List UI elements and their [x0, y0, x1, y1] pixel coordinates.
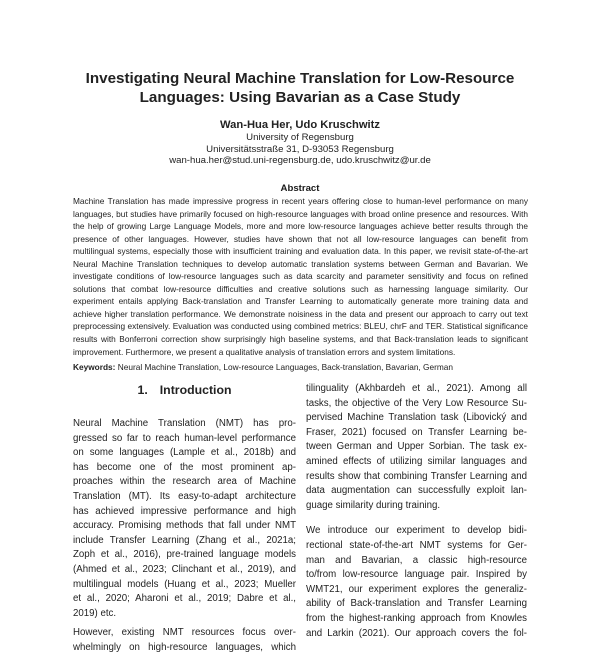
text-line: has achieved impressive performance and high [73, 505, 296, 517]
text-line: rectional state-of-the-art NMT systems for Ger- [306, 539, 527, 551]
text-line: multilingual models (Huang et al., 2023; Mueller [73, 578, 296, 590]
text-line: Fraser, 2021) focused on Transfer Learning be- [306, 426, 527, 438]
abstract-text: Machine Translation has made impressive progress in recent years offering close to human-level performance on many languages, but studies have primarily focused on high-resource languages with broad online presence and resources. With the help of growing Large Language Models, more and more low-resource languages achieve better results through the presence of other languages. However, studies have shown that not all low-resource languages can benefit from multilingual systems, especially those with insufficient training and evaluation data. In this paper, we revisit state-of-the-art Neural Machine Translation techniques to develop automatic translation systems between German and Bavarian. We investigate conditions of low-resource languages such as data scarcity and parameter sensitivity and focus on refined solutions that combat low-resource difficulties and creative solutions such as harnessing language similarity. Our experiment entails applying Back-translation and Transfer Learning to automatically generate more training data and achieve higher translation performance. We demonstrate noisiness in the data and present our approach to carry out text preprocessing extensively. Evaluation was conducted using combined metrics: BLEU, chrF and TER. Statistical significance results with Bonferroni correction show surprisingly high baseline systems, and that Back-translation leads to significant improvement. Furthermore, we present a qualitative analysis of translation errors and system limitations. [73, 196, 528, 357]
intro-paragraph-3 [306, 382, 527, 513]
text-line: However, existing NMT resources focus over- [73, 627, 296, 639]
intro-paragraph-4 [306, 524, 527, 641]
intro-paragraph-2 [73, 626, 296, 655]
text-line: (Ahmed et al., 2023; Clinchant et al., 2019), and [73, 563, 296, 575]
left-column [73, 382, 296, 661]
section-number: 1. [137, 383, 148, 397]
text-line: has become one of the most prominent ap- [73, 461, 296, 473]
keywords-line [73, 361, 528, 373]
text-line: results show that combining Transfer Learning and [306, 470, 527, 482]
text-line: whelmingly on high-resource languages, which [73, 641, 296, 653]
intro-paragraph-1 [73, 417, 296, 621]
text-line: ability of Back-translation and Transfer Learning [306, 598, 527, 610]
text-line: man and Bavarian, a classic high-resource [306, 554, 527, 566]
address: Universitätsstraße 31, D-93053 Regensburg [206, 143, 394, 155]
text-line: include Transfer Learning (Zhang et al., 2021a; [73, 534, 296, 546]
text-line: WMT21, our experiment explores the generaliz- [306, 583, 527, 595]
text-line: data augmentation can successfully exploit lan- [306, 485, 527, 497]
text-line: et al., 2020; Aharoni et al., 2019; Dabre et al., [73, 593, 296, 605]
title-line-2: Languages: Using Bavarian as a Case Study [139, 89, 461, 106]
text-line: pervised Machine Translation task (Libovický and [306, 412, 527, 424]
affiliation: University of Regensburg [246, 132, 354, 143]
text-line: 2019) etc. [73, 607, 117, 619]
text-line: amined effects of utilizing similar languages and [306, 455, 527, 467]
paper-title [60, 69, 540, 107]
keywords-label: Keywords: [73, 362, 116, 372]
text-line: We introduce our experiment to develop bidi- [306, 525, 527, 537]
abstract-heading: Abstract [280, 183, 320, 194]
text-line: from the highest-ranking approach from Knowles [306, 612, 527, 624]
keywords-value: Neural Machine Translation, Low-resource Languages, Back-translation, Bavarian, German [117, 362, 454, 372]
text-line: tilinguality (Akhbardeh et al., 2021). Among all [306, 383, 527, 394]
text-line: and Larkin (2021). Our approach covers the fol- [306, 627, 527, 639]
text-line: proaches within the research area of Machine [73, 476, 296, 488]
section-title: Introduction [159, 383, 232, 397]
text-line: Translation (MT). Its easy-to-adapt architecture [73, 490, 296, 502]
text-line: gressed so far to reach human-level performance [73, 432, 296, 444]
right-column [306, 382, 527, 646]
text-line: tasks, the objective of the Very Low Resource Su- [306, 397, 527, 409]
text-line: accuracy. Promising methods that fall under NMT [73, 520, 296, 532]
title-line-1: Investigating Neural Machine Translation for Low-Resource [85, 70, 515, 87]
text-line: guage similarity during training. [306, 499, 441, 511]
text-line: to/from low-resource language pair. Inspired by [306, 569, 527, 581]
text-line: tween German and Upper Sorbian. The task ex- [306, 441, 527, 453]
author-block [60, 119, 540, 167]
text-line: Neural Machine Translation (NMT) has pro- [73, 418, 296, 429]
section-heading-introduction [73, 382, 296, 398]
author-names: Wan-Hua Her, Udo Kruschwitz [220, 119, 380, 131]
text-line: Zoph et al., 2016), pre-trained language models [73, 549, 296, 561]
author-emails: wan-hua.her@stud.uni-regensburg.de, udo.kruschwitz@ur.de [169, 155, 431, 167]
text-line: on some languages (Lample et al., 2018b) and [73, 447, 296, 459]
